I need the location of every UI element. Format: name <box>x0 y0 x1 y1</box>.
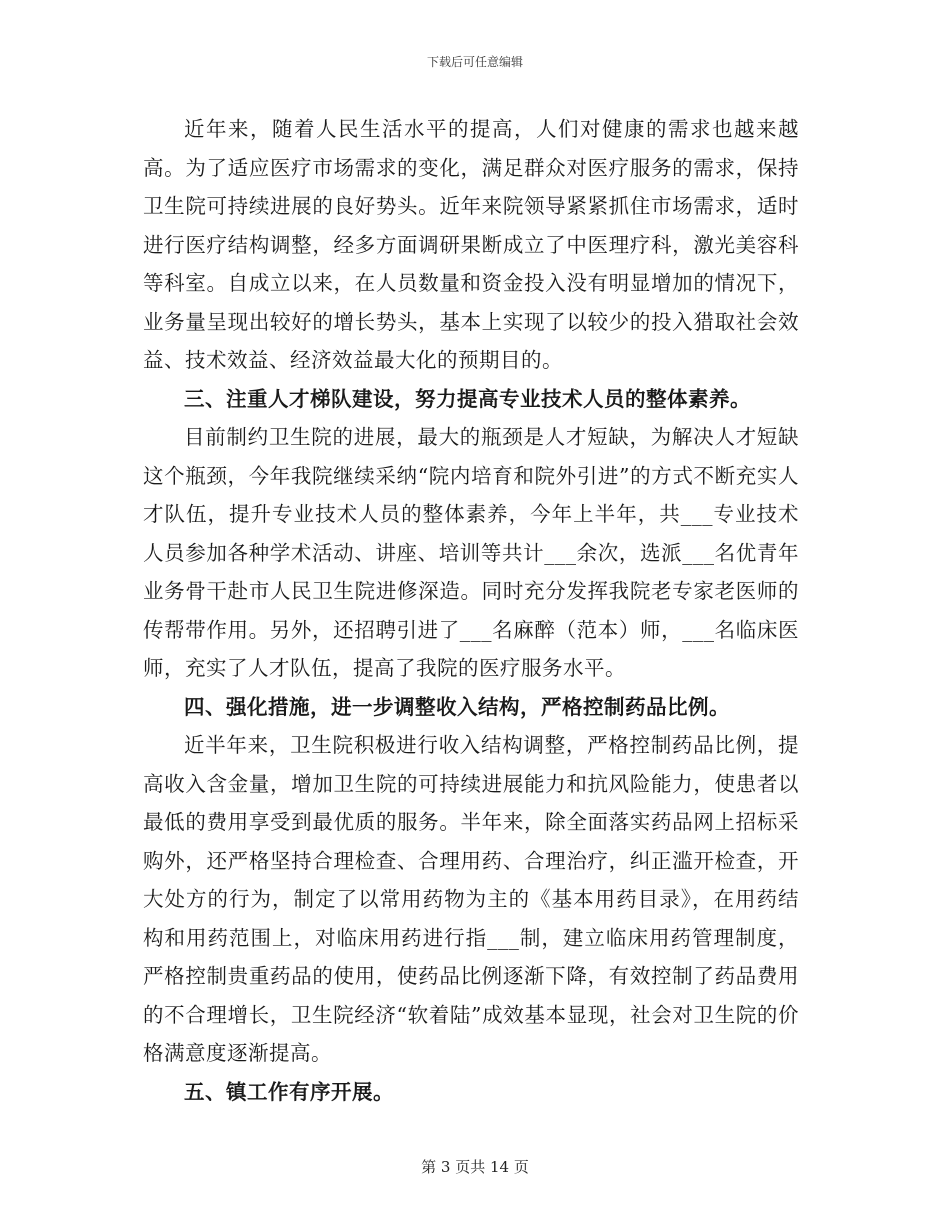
page-header: 下载后可任意编辑 <box>426 55 523 69</box>
section-heading-4: 四、强化措施，进一步调整收入结构，严格控制药品比例。 <box>184 694 730 719</box>
paragraph-income: 近半年来，卫生院积极进行收入结构调整，严格控制药品比例，提高收入含金量，增加卫生院的可持续进展能力和抗风险能力，使患者以最低的费用享受到最优质的服务。半年来，除全面落实药品网上招标采购外，还严格坚持合理检查、合理用药、合理治疗，纠正滥开检查，开大处方的行为，制定了以常用药物为主的《基本用药目录》，在用药结构和用药范围上，对临床用药进行指___制，建立临床用药管理制度，严格控制贵重药品的使用，使药品比例逐渐下降，有效控制了药品费用的不合理增长，卫生院经济“软着陆”成效基本显现，社会对卫生院的价格满意度逐渐提高。 <box>143 733 799 1065</box>
page-footer: 第 3 页共 14 页 <box>421 1158 529 1176</box>
section-heading-5: 五、镇工作有序开展。 <box>184 1079 394 1104</box>
document-body <box>143 110 799 1111</box>
paragraph-intro: 近年来，随着人民生活水平的提高，人们对健康的需求也越来越高。为了适应医疗市场需求的变化，满足群众对医疗服务的需求，保持卫生院可持续进展的良好势头。近年来院领导紧紧抓住市场需求，适时进行医疗结构调整，经多方面调研果断成立了中医理疗科，激光美容科等科室。自成立以来，在人员数量和资金投入没有明显增加的情况下，业务量呈现出较好的增长势头，基本上实现了以较少的投入猎取社会效益、技术效益、经济效益最大化的预期目的。 <box>143 117 799 372</box>
paragraph-talent: 目前制约卫生院的进展，最大的瓶颈是人才短缺，为解决人才短缺这个瓶颈，今年我院继续采纳“院内培育和院外引进”的方式不断充实人才队伍，提升专业技术人员的整体素养，今年上半年，共___专业技术人员参加各种学术活动、讲座、培训等共计___余次，选派___名优青年业务骨干赴市人民卫生院进修深造。同时充分发挥我院老专家老医师的传帮带作用。另外，还招聘引进了___名麻醉（范本）师，___名临床医师，充实了人才队伍，提高了我院的医疗服务水平。 <box>143 425 799 680</box>
section-heading-3: 三、注重人才梯队建设，努力提高专业技术人员的整体素养。 <box>184 386 751 411</box>
